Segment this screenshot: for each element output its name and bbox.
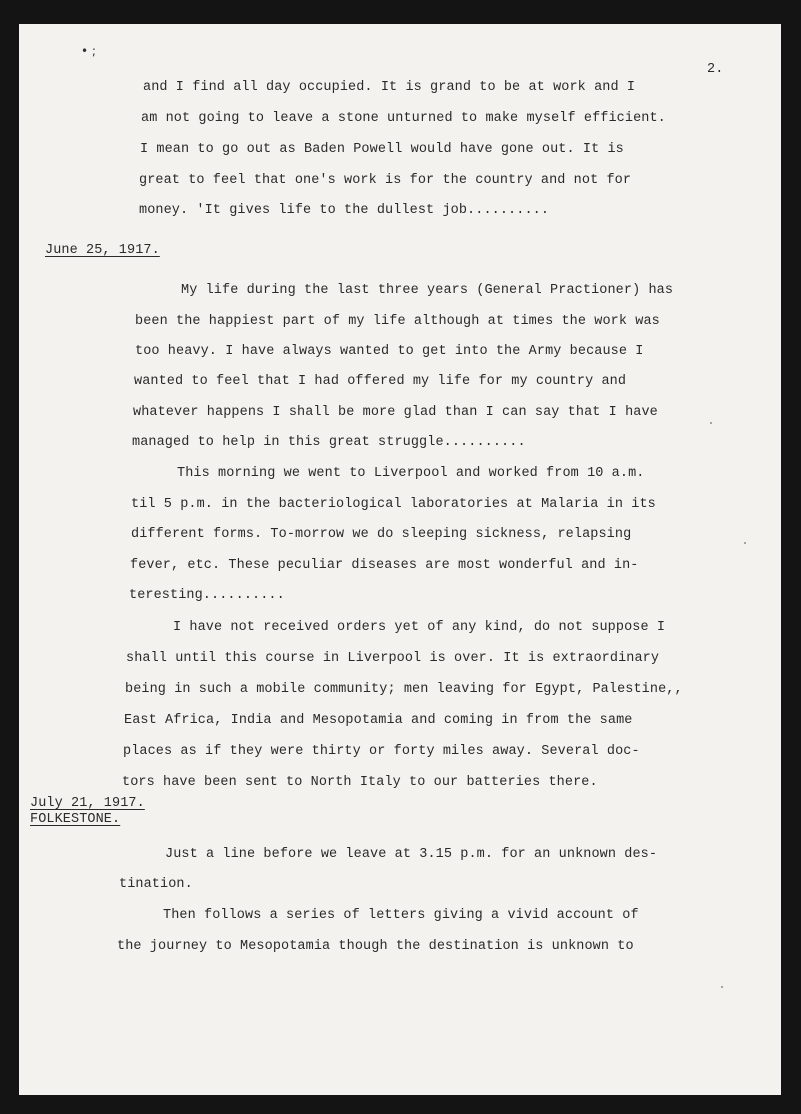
text-line: til 5 p.m. in the bacteriological laboratories at Malaria in its [131,497,656,512]
text-line: too heavy. I have always wanted to get into the Army because I [135,344,644,359]
place-heading: FOLKESTONE. [30,812,121,827]
text-line: My life during the last three years (General Practioner) has [181,283,674,298]
document-page [19,24,781,1095]
text-line: the journey to Mesopotamia though the destination is unknown to [117,939,634,954]
text-line: fever, etc. These peculiar diseases are most wonderful and in- [130,558,639,573]
text-line: being in such a mobile community; men leaving for Egypt, Palestine,, [125,682,683,697]
text-line: tination. [119,877,193,892]
text-line: shall until this course in Liverpool is over. It is extraordinary [126,651,660,666]
text-line: teresting.......... [129,588,285,603]
text-line: managed to help in this great struggle.......... [132,435,526,450]
page-number: 2. [707,62,724,77]
text-line: wanted to feel that I had offered my life for my country and [134,374,627,389]
text-line: am not going to leave a stone unturned to make myself efficient. [141,111,666,126]
text-line: whatever happens I shall be more glad than I can say that I have [133,405,658,420]
scan-speck [721,986,723,988]
text-line: money. 'It gives life to the dullest job.......... [139,203,550,218]
date-heading-july: July 21, 1917. [30,796,145,811]
text-line: I mean to go out as Baden Powell would have gone out. It is [140,142,624,157]
scan-speck [710,422,712,424]
text-line: and I find all day occupied. It is grand to be at work and I [143,80,636,95]
text-line: I have not received orders yet of any kind, do not suppose I [173,620,666,635]
scan-speck [744,542,746,544]
text-line: East Africa, India and Mesopotamia and coming in from the same [124,713,633,728]
text-line: tors have been sent to North Italy to our batteries there. [122,775,598,790]
date-heading-june: June 25, 1917. [45,243,160,258]
text-line: great to feel that one's work is for the country and not for [139,173,632,188]
text-line: been the happiest part of my life although at times the work was [135,314,660,329]
text-line: This morning we went to Liverpool and worked from 10 a.m. [177,466,645,481]
text-line: different forms. To-morrow we do sleeping sickness, relapsing [131,527,632,542]
text-line: Then follows a series of letters giving a vivid account of [163,908,639,923]
corner-marks: • ; [81,44,96,58]
text-line: places as if they were thirty or forty miles away. Several doc- [123,744,640,759]
text-line: Just a line before we leave at 3.15 p.m. for an unknown des- [165,847,658,862]
